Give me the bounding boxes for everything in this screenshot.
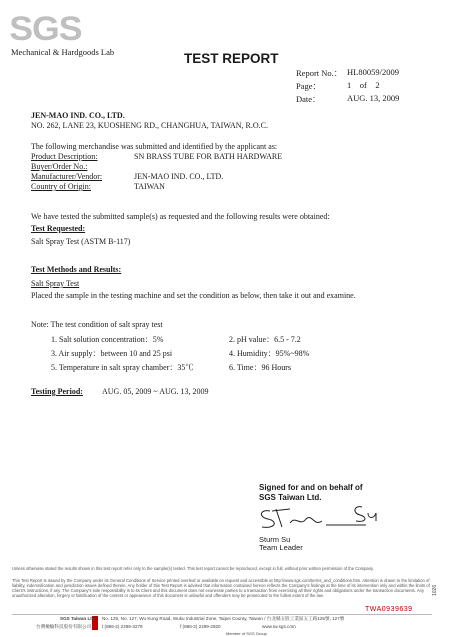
country-label: Country of Origin:	[31, 182, 91, 191]
report-no: HL80059/2009	[347, 67, 399, 77]
footer-member: Member of SGS Group	[226, 631, 267, 636]
handwritten-signature	[256, 503, 386, 533]
client-address: NO. 262, LANE 23, KUOSHENG RD., CHANGHUA, TAIWAN, R.O.C.	[31, 121, 268, 130]
page-value: 1 of 2	[347, 80, 380, 90]
footer-company-cn: 台灣檢驗科技股份有限公司	[36, 624, 92, 629]
footer-address: No. 125, No. 127, Wu Kung Road, Wuku Industrial Zone, Taipei County, Taiwan / 台北縣五股工業區五工路125號, 127號	[102, 616, 345, 621]
test-requested-value: Salt Spray Test (ASTM B-117)	[31, 237, 131, 246]
methods-heading: Test Methods and Results:	[31, 265, 122, 274]
report-no-label: Report No.：	[296, 68, 343, 78]
footer-phone: t (886-2) 2299-3279	[102, 624, 143, 629]
note-title: Note: The test condition of salt spray test	[31, 320, 163, 329]
lab-name: Mechanical & Hardgoods Lab	[11, 47, 115, 57]
signatory-name: Sturm Su	[259, 535, 291, 544]
note-item-3: 3. Air supply：between 10 and 25 psi	[51, 349, 173, 358]
footer-divider	[12, 614, 432, 615]
footer-web: www.tw.sgs.com	[262, 624, 296, 629]
methods-subheading: Salt Spray Test	[31, 279, 80, 288]
testing-period-value: AUG. 05, 2009 ~ AUG. 13, 2009	[102, 387, 209, 396]
page-label: Page：	[296, 81, 322, 91]
report-title: TEST REPORT	[184, 51, 279, 66]
serial-number: TWA0939639	[365, 606, 413, 613]
signatory-role: Team Leader	[259, 543, 303, 552]
manufacturer-value: JEN-MAO IND. CO., LTD.	[134, 172, 224, 181]
sgs-logo: SGS	[9, 10, 82, 48]
buyer-label: Buyer/Order No.:	[31, 162, 88, 171]
test-requested-heading: Test Requested:	[31, 224, 86, 233]
client-name: JEN-MAO IND. CO., LTD.	[31, 111, 125, 120]
note-item-5: 5. Temperature in salt spray chamber：35℃	[51, 363, 194, 372]
methods-text: Placed the sample in the testing machine and set the condition as below, then take it out and examine.	[31, 291, 356, 300]
footer-fax: f (886-2) 2299-2920	[180, 624, 221, 629]
form-code: 1026	[432, 584, 438, 596]
testing-period-label: Testing Period:	[31, 387, 83, 396]
note-item-1: 1. Salt solution concentration：5%	[51, 335, 164, 344]
country-value: TAIWAN	[134, 182, 165, 191]
note-item-6: 6. Time：96 Hours	[229, 363, 292, 372]
date-label: Date：	[296, 94, 321, 104]
note-item-4: 4. Humidity：95%~98%	[229, 349, 310, 358]
footer-disclaimer-2: This Test Report is issued by the Company under its General Conditions of Service printed overleaf or available on request and accessible at http://www.sgs.com/terms_and_conditions.htm. Attention is drawn to the limitation of liability, indemnification and jurisdiction issues defined therein. Any holder of this Test Report is advised that information contained hereon reflects the Company's findings at the time of its intervention only and within the limits of Client's instructions, if any. The Company's sole responsibility is to its Client and this document does not exonerate parties to a transaction from exercising all their rights and obligations under the transaction documents. Any unauthorized alteration, forgery or falsification of the content or appearance of this document is unlawful and offenders may be prosecuted to the fullest extent of the law.	[12, 578, 430, 598]
signed-for-line: Signed for and on behalf of	[259, 483, 363, 492]
product-value: SN BRASS TUBE FOR BATH HARDWARE	[134, 152, 283, 161]
note-item-2: 2. pH value：6.5 - 7.2	[229, 335, 301, 344]
footer-disclaimer-1: Unless otherwise stated the results shown in this test report refer only to the sample(s) tested. This test report cannot be reproduced, except in full, without prior written permission of the Company.	[12, 566, 375, 571]
footer-company: SGS Taiwan Ltd.	[60, 616, 96, 621]
product-label: Product Description:	[31, 152, 98, 161]
manufacturer-label: Manufacturer/Vendor:	[31, 172, 103, 181]
signed-company: SGS Taiwan Ltd.	[259, 493, 322, 502]
sample-intro: The following merchandise was submitted and identified by the applicant as:	[31, 142, 278, 151]
tested-statement: We have tested the submitted sample(s) as requested and the following results were obtained:	[31, 212, 330, 221]
report-date: AUG. 13, 2009	[347, 93, 400, 103]
